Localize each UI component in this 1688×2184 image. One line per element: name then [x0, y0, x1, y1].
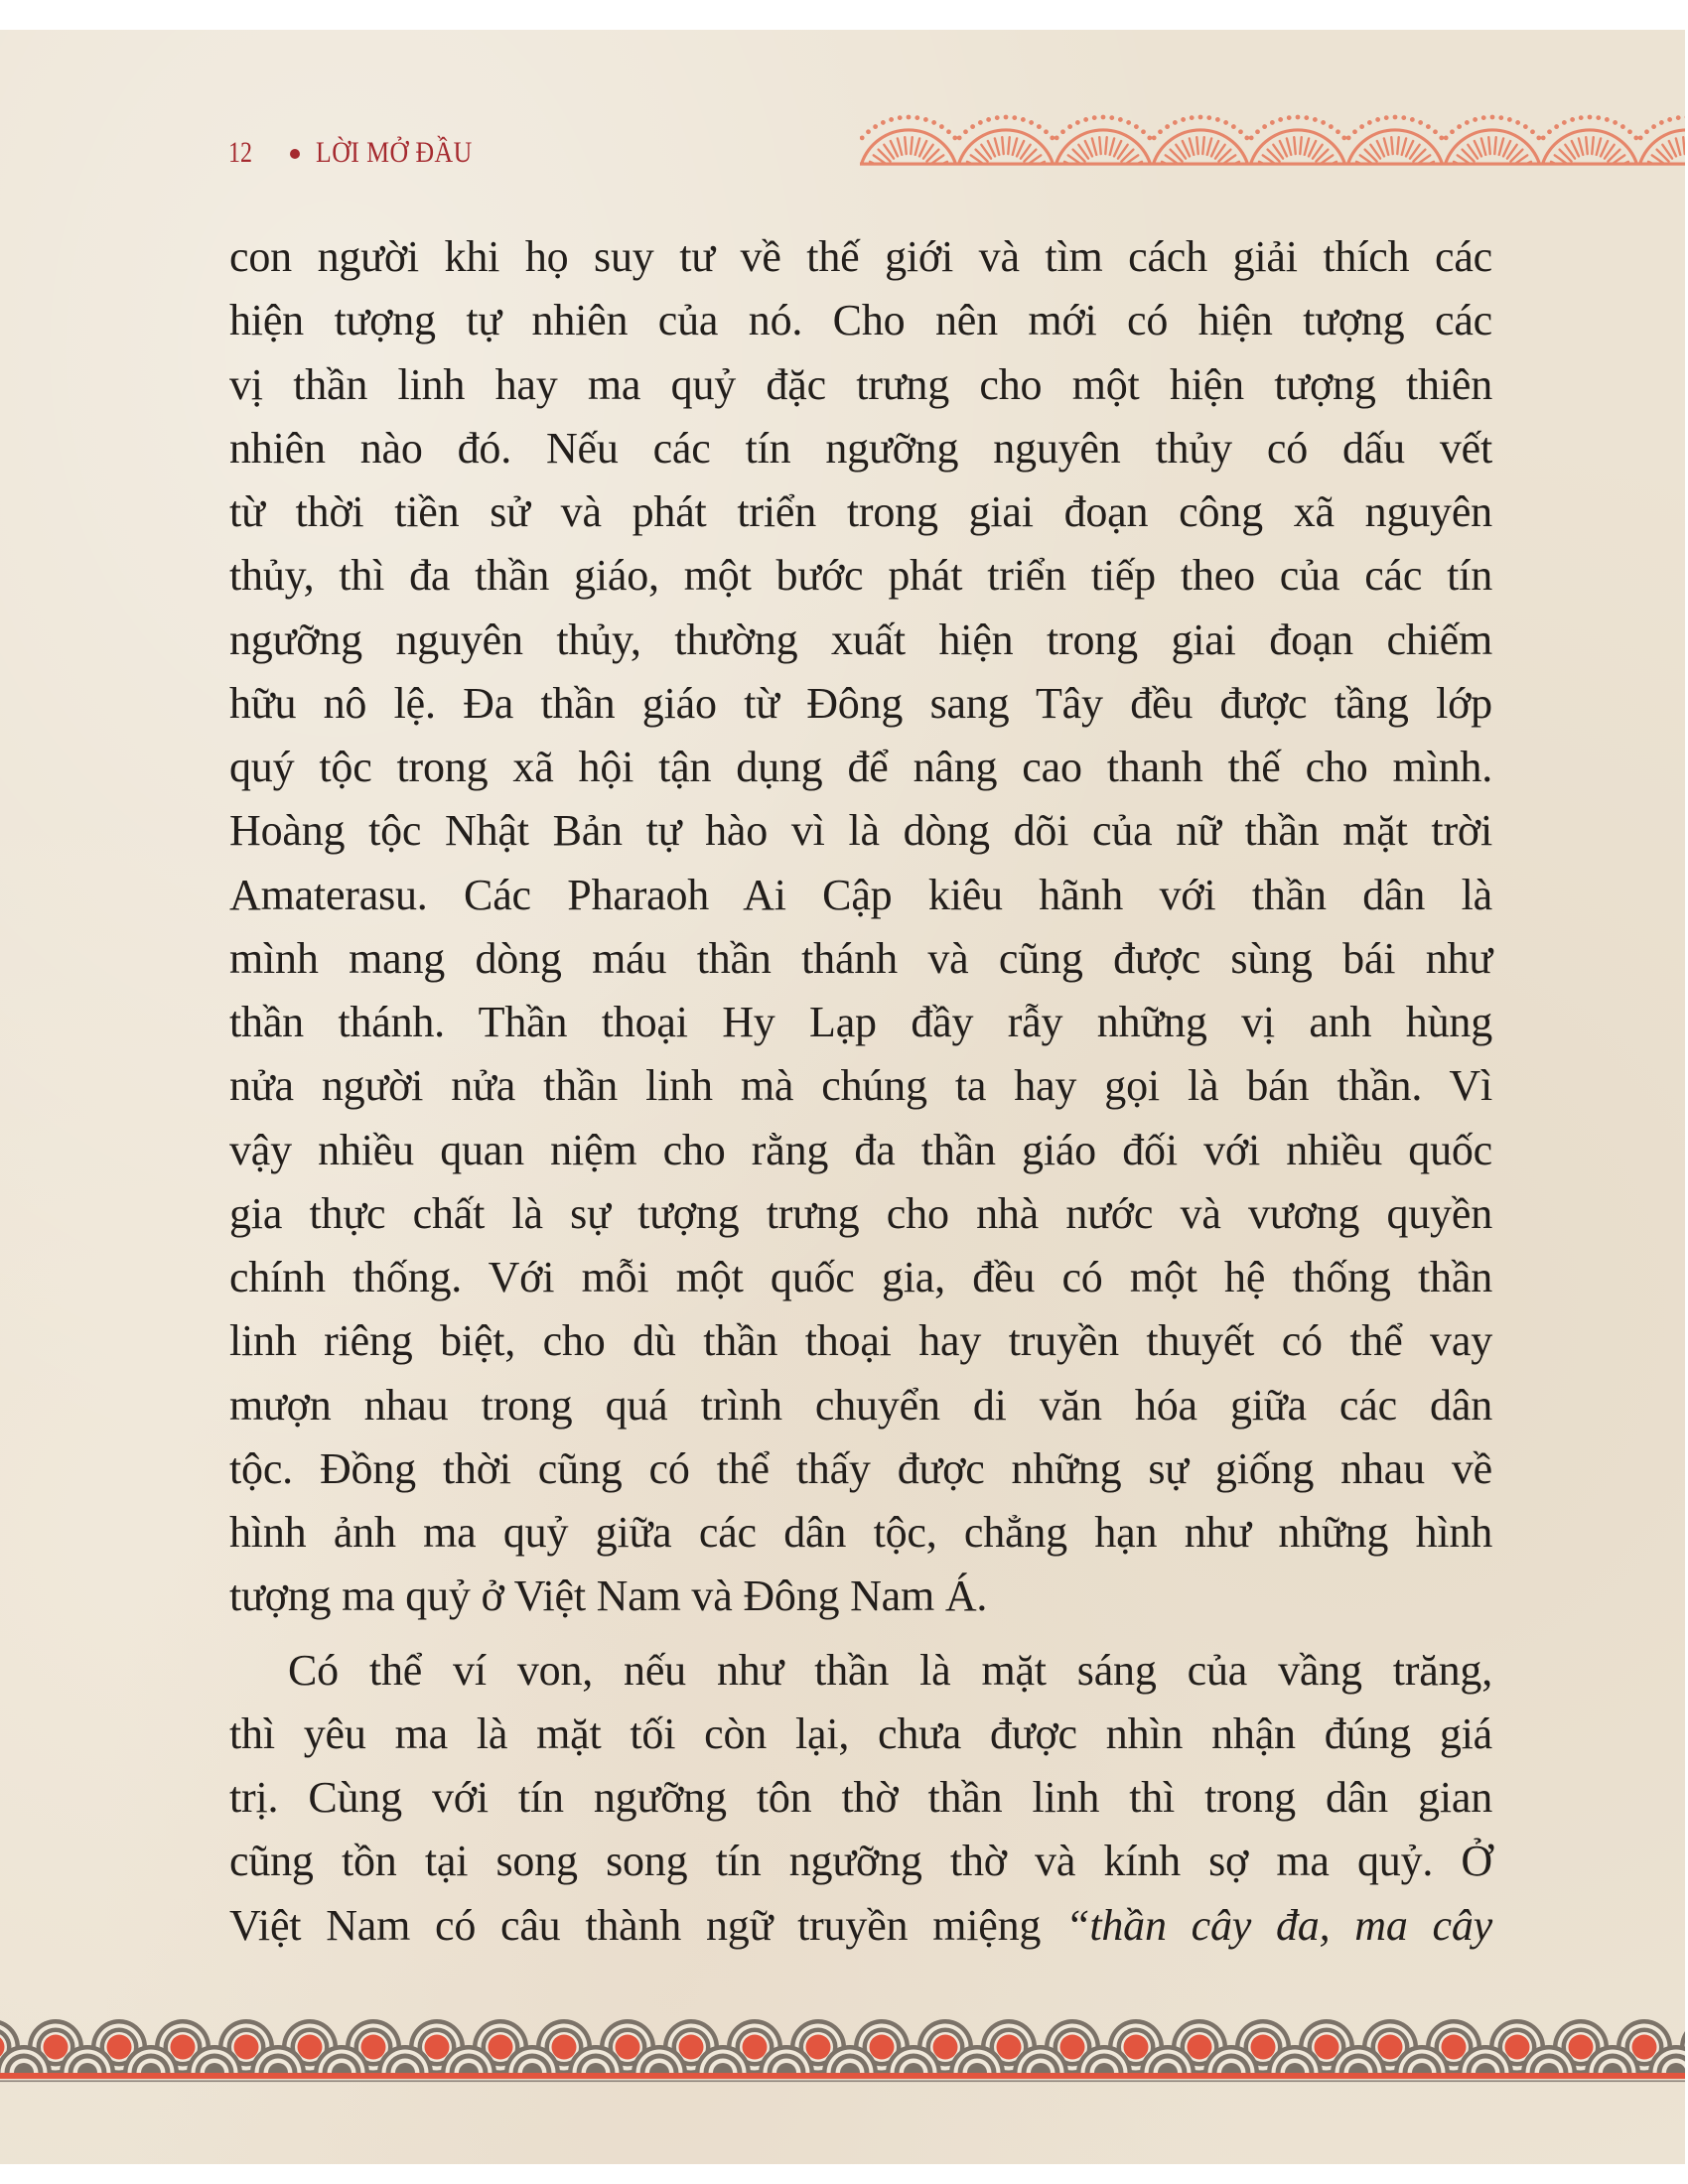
text-line — [229, 1894, 1492, 1958]
text-line: con người khi họ suy tư về thế giới và tìm cách giải thích các — [229, 232, 1492, 281]
text-line: Hoàng tộc Nhật Bản tự hào vì là dòng dõi của nữ thần mặt trời — [229, 806, 1492, 856]
text-line: nhiên nào đó. Nếu các tín ngưỡng nguyên thủy có dấu vết — [229, 423, 1492, 473]
text-line: vậy nhiều quan niệm cho rằng đa thần giáo đối với nhiều quốc — [229, 1125, 1492, 1174]
page-number: 12 — [228, 136, 252, 169]
text-line: nửa người nửa thần linh mà chúng ta hay gọi là bán thần. Vì — [229, 1061, 1492, 1111]
paragraph-1 — [229, 225, 1492, 1629]
text-line: quý tộc trong xã hội tận dụng để nâng cao thanh thế cho mình. — [229, 743, 1492, 791]
text-line: mượn nhau trong quá trình chuyển di văn hóa giữa các dân — [229, 1380, 1492, 1430]
quoted-idiom-italic: “thần cây đa, ma cây — [1065, 1900, 1492, 1950]
text-line: gia thực chất là sự tượng trưng cho nhà nước và vương quyền — [229, 1188, 1492, 1238]
wave-scale-border-icon — [0, 2015, 1685, 2085]
text-regular: Việt Nam có câu thành ngữ truyền miệng — [229, 1900, 1066, 1950]
text-line: thần thánh. Thần thoại Hy Lạp đầy rẫy những vị anh hùng — [229, 998, 1492, 1046]
text-line: cũng tồn tại song song tín ngưỡng thờ và kính sợ ma quỷ. Ở — [229, 1837, 1492, 1886]
text-line: vị thần linh hay ma quỷ đặc trưng cho một hiện tượng thiên — [229, 359, 1492, 409]
text-line: Có thể ví von, nếu như thần là mặt sáng của vầng trăng, — [288, 1645, 1492, 1695]
text-line: thủy, thì đa thần giáo, một bước phát triển tiếp theo của các tín — [229, 551, 1492, 601]
text-line: ngưỡng nguyên thủy, thường xuất hiện trong giai đoạn chiếm — [229, 614, 1492, 664]
text-line: hữu nô lệ. Đa thần giáo từ Đông sang Tây đều được tầng lớp — [229, 678, 1492, 728]
section-title: LỜI MỞ ĐẦU — [316, 136, 473, 169]
text-line: thì yêu ma là mặt tối còn lại, chưa được nhìn nhận đúng giá — [229, 1708, 1492, 1758]
text-line: chính thống. Với mỗi một quốc gia, đều có một hệ thống thần — [229, 1253, 1492, 1301]
text-line: Amaterasu. Các Pharaoh Ai Cập kiêu hãnh với thần dân là — [229, 870, 1492, 919]
text-line: tộc. Đồng thời cũng có thể thấy được những sự giống nhau về — [229, 1443, 1492, 1493]
text-line: từ thời tiền sử và phát triển trong giai đoạn công xã nguyên — [229, 487, 1492, 536]
text-line: linh riêng biệt, cho dù thần thoại hay truyền thuyết có thể vay — [229, 1316, 1492, 1366]
bullet-icon — [290, 149, 300, 159]
text-line: hiện tượng tự nhiên của nó. Cho nên mới có hiện tượng các — [229, 296, 1492, 345]
text-line: hình ảnh ma quỷ giữa các dân tộc, chẳng hạn như những hình — [229, 1508, 1492, 1557]
sunburst-arch-border-icon — [860, 114, 1685, 169]
paragraph-2 — [229, 1639, 1492, 1958]
body-text — [229, 225, 1492, 1958]
text-line: tượng ma quỷ ở Việt Nam và Đông Nam Á. — [229, 1571, 988, 1621]
text-line: trị. Cùng với tín ngưỡng tôn thờ thần linh thì trong dân gian — [229, 1773, 1492, 1822]
text-line: mình mang dòng máu thần thánh và cũng được sùng bái như — [229, 933, 1492, 983]
